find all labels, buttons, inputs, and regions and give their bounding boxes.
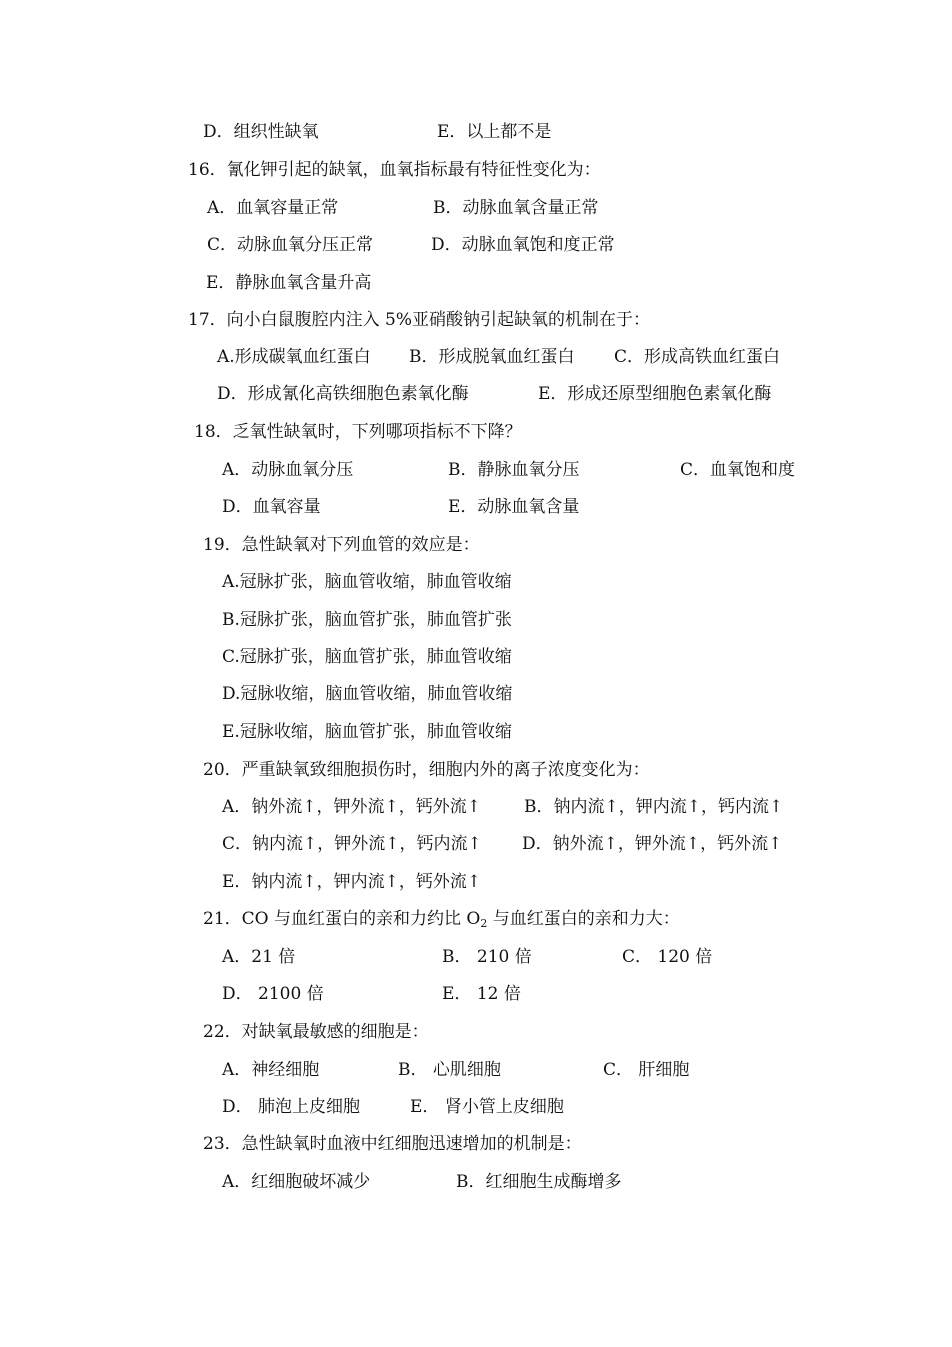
q22-option-a: A．神经细胞 [222,1060,320,1080]
q20-option-b: B．钠内流↑，钾内流↑，钙内流↑ [524,797,784,817]
q16-option-d: D．动脉血氧饱和度正常 [431,235,615,255]
q21-option-a: A．21 倍 [222,947,296,967]
q20-option-c: C．钠内流↑，钾外流↑，钙内流↑ [222,834,482,854]
q22-option-b: B． 心肌细胞 [398,1060,501,1080]
q22-stem: 22．对缺氧最敏感的细胞是： [203,1022,429,1042]
q21-stem-subscript: 2 [480,917,488,930]
q17-option-e: E．形成还原型细胞色素氧化酶 [538,384,772,404]
q18-option-e: E．动脉血氧含量 [448,497,580,517]
q22-option-e: E． 肾小管上皮细胞 [410,1097,564,1117]
q23-option-a: A．红细胞破坏减少 [222,1172,371,1192]
q18-option-c: C．血氧饱和度 [680,460,796,480]
q21-stem [203,911,680,929]
q18-option-d: D．血氧容量 [222,497,321,517]
q16-option-c: C．动脉血氧分压正常 [207,235,374,255]
q19-option-d: D.冠脉收缩，脑血管收缩，肺血管收缩 [222,684,513,704]
q21-option-e: E． 12 倍 [442,984,521,1004]
q21-stem-part1: 21．CO 与血红蛋白的亲和力约比 O [203,909,481,929]
q18-option-a: A．动脉血氧分压 [222,460,354,480]
q21-option-d: D． 2100 倍 [222,984,324,1004]
q16-stem: 16．氰化钾引起的缺氧，血氧指标最有特征性变化为： [188,160,601,180]
q17-option-b: B．形成脱氧血红蛋白 [409,347,575,367]
q22-option-c: C． 肝细胞 [603,1060,690,1080]
q21-option-b: B． 210 倍 [442,947,532,967]
q21-option-c: C． 120 倍 [622,947,713,967]
q18-option-b: B．静脉血氧分压 [448,460,580,480]
q20-option-e: E．钠内流↑，钾内流↑，钙外流↑ [222,872,482,892]
q19-option-b: B.冠脉扩张，脑血管扩张，肺血管扩张 [222,610,512,630]
q21-stem-part2: 与血红蛋白的亲和力大： [487,909,680,929]
q19-stem: 19．急性缺氧对下列血管的效应是： [203,535,480,555]
q20-stem: 20．严重缺氧致细胞损伤时，细胞内外的离子浓度变化为： [203,760,650,780]
q16-option-a: A．血氧容量正常 [207,198,339,218]
q16-option-e: E．静脉血氧含量升高 [206,273,372,293]
q19-option-e: E.冠脉收缩，脑血管扩张，肺血管收缩 [222,722,512,742]
q17-option-c: C．形成高铁血红蛋白 [614,347,781,367]
q15-option-e: E．以上都不是 [437,122,552,142]
q19-option-a: A.冠脉扩张，脑血管收缩，肺血管收缩 [222,572,512,592]
q16-option-b: B．动脉血氧含量正常 [433,198,599,218]
q17-stem: 17．向小白鼠腹腔内注入 5%亚硝酸钠引起缺氧的机制在于： [188,310,651,330]
q19-option-c: C.冠脉扩张，脑血管扩张，肺血管收缩 [222,647,512,667]
q18-stem: 18．乏氧性缺氧时，下列哪项指标不下降？ [194,422,522,442]
q17-option-d: D．形成氰化高铁细胞色素氧化酶 [217,384,469,404]
q23-stem: 23．急性缺氧时血液中红细胞迅速增加的机制是： [203,1134,582,1154]
q22-option-d: D． 肺泡上皮细胞 [222,1097,361,1117]
q23-option-b: B．红细胞生成酶增多 [456,1172,622,1192]
q20-option-a: A．钠外流↑，钾外流↑，钙外流↑ [222,797,482,817]
q15-option-d: D．组织性缺氧 [203,122,319,142]
q17-option-a: A.形成碳氧血红蛋白 [217,347,371,367]
q20-option-d: D．钠外流↑，钾外流↑，钙外流↑ [522,834,783,854]
